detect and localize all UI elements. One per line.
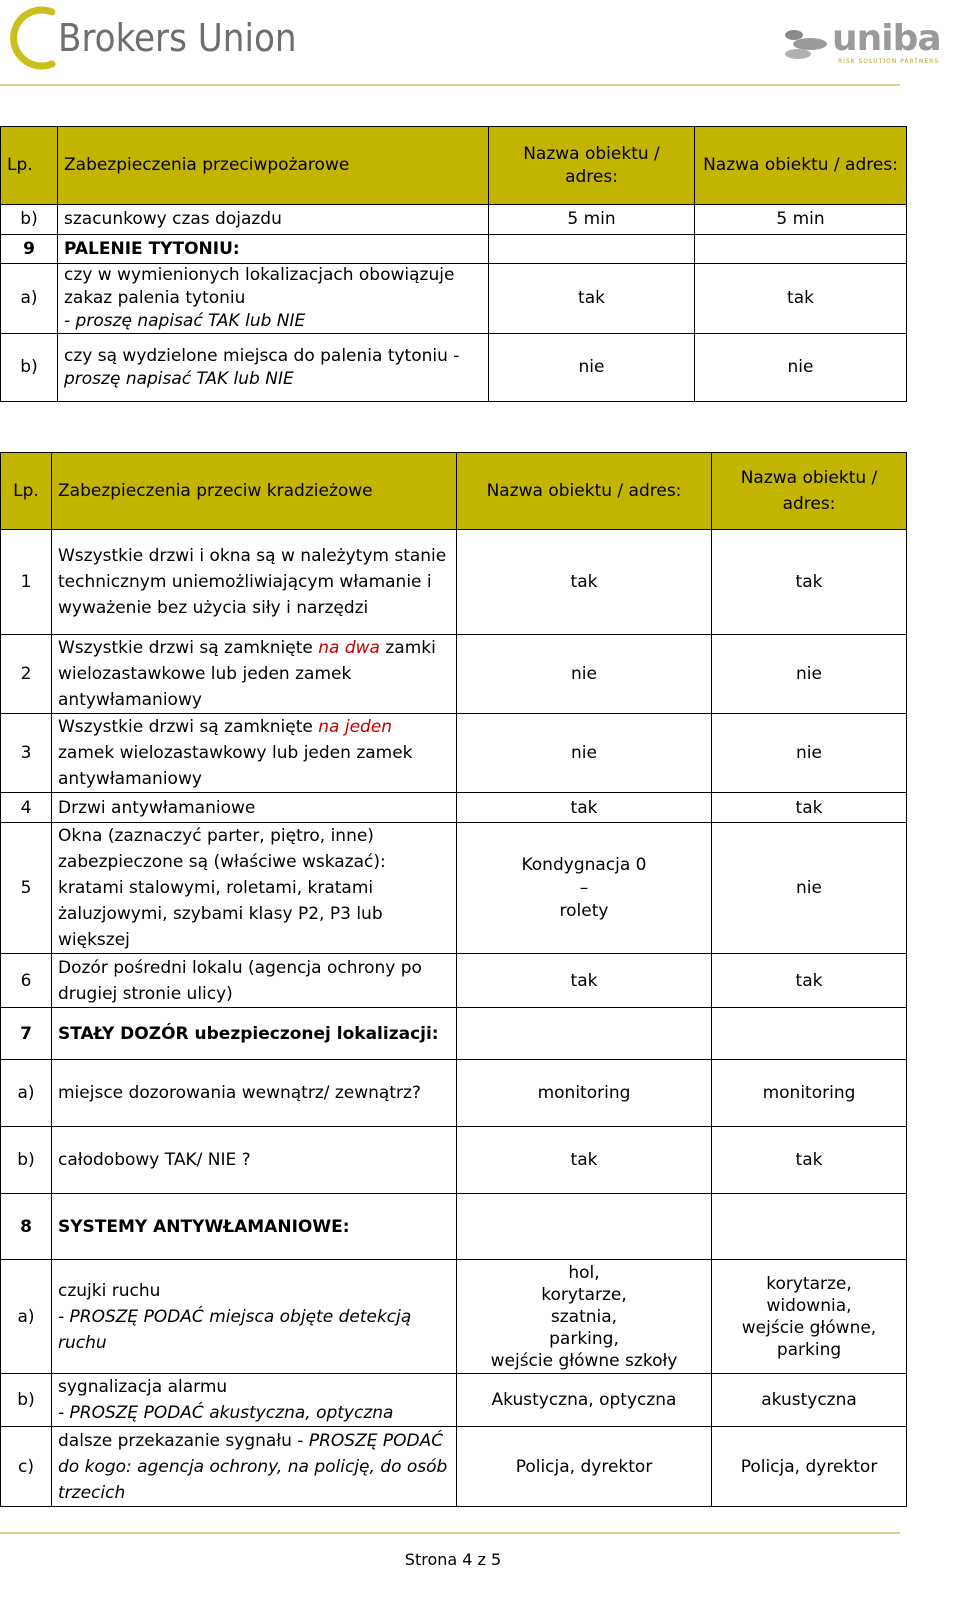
row-value-line: wejście główne, (741, 1317, 877, 1338)
row-description: szacunkowy czas dojazdu (58, 205, 489, 235)
row-value-1: nie (457, 714, 712, 793)
table-row (1, 793, 907, 823)
table-row (1, 235, 907, 264)
row-value-1 (457, 823, 712, 954)
table-row (1, 205, 907, 235)
table-row (1, 530, 907, 635)
row-value-1: monitoring (457, 1060, 712, 1127)
row-value-2: tak (695, 264, 907, 334)
table-row (1, 1374, 907, 1427)
row-value-1: tak (457, 954, 712, 1008)
row-description-text: czujki ruchu (58, 1280, 161, 1301)
row-lp: 7 (1, 1008, 52, 1060)
row-value-2: tak (712, 1127, 907, 1194)
row-lp: 8 (1, 1194, 52, 1260)
table-row (1, 1127, 907, 1194)
row-description-text: czy są wydzielone miejsca do palenia tytoniu - (64, 345, 460, 366)
table-row (1, 954, 907, 1008)
row-value-2: nie (712, 714, 907, 793)
row-lp: 1 (1, 530, 52, 635)
row-lp: 3 (1, 714, 52, 793)
row-lp: a) (1, 1060, 52, 1127)
header-object-2: Nazwa obiektu / adres: (695, 127, 907, 205)
row-description (52, 635, 457, 714)
row-value-1 (457, 1194, 712, 1260)
row-value-2 (712, 1260, 907, 1374)
row-description-hint: - PROSZĘ PODAĆ akustyczna, optyczna (58, 1403, 394, 1423)
row-description-hint: PROSZĘ PODAĆ do kogo: agencja ochrony, na policję, do osób trzecich (58, 1430, 448, 1503)
page-number: Strona 4 z 5 (404, 1550, 502, 1569)
row-description-text: Wszystkie drzwi są zamknięte (58, 717, 319, 737)
row-value-1: tak (457, 1127, 712, 1194)
table-row (1, 1427, 907, 1507)
row-value-1: tak (457, 530, 712, 635)
uniba-wordmark: uniba (832, 18, 941, 59)
table-row (1, 1008, 907, 1060)
row-lp: b) (1, 205, 58, 235)
row-value-2 (695, 235, 907, 264)
row-value-2: nie (695, 334, 907, 402)
row-lp: b) (1, 1374, 52, 1427)
row-description-hint: - proszę napisać TAK lub NIE (64, 311, 306, 331)
row-description (58, 264, 489, 334)
row-description-text: czy w wymienionych lokalizacjach obowiązuje zakaz palenia tytoniu (64, 265, 455, 308)
fire-protection-table (0, 126, 907, 402)
row-lp: a) (1, 1260, 52, 1374)
row-value-1 (489, 235, 695, 264)
header-lp: Lp. (1, 453, 52, 530)
row-value-2 (712, 1194, 907, 1260)
table-row (1, 1194, 907, 1260)
row-description-text: dalsze przekazanie sygnału - (58, 1430, 309, 1451)
header-object-2: Nazwa obiektu / adres: (712, 453, 907, 530)
brokers-union-logo (8, 6, 308, 70)
row-description-hint: proszę napisać TAK lub NIE (64, 368, 294, 389)
row-value-1 (457, 1260, 712, 1374)
row-lp: a) (1, 264, 58, 334)
row-description: Drzwi antywłamaniowe (52, 793, 457, 823)
row-description: SYSTEMY ANTYWŁAMANIOWE: (52, 1194, 457, 1260)
brokers-union-wordmark: Brokers Union (58, 16, 297, 60)
row-lp: c) (1, 1427, 52, 1507)
row-description: Okna (zaznaczyć parter, piętro, inne) zabezpieczone są (właściwe wskazać): kratami stalowymi, roletami, kratami żaluzjowymi, szybami klasy P2, P3 lub większej (52, 823, 457, 954)
row-description-text: Wszystkie drzwi są zamknięte (58, 638, 319, 658)
row-description: Dozór pośredni lokalu (agencja ochrony po drugiej stronie ulicy) (52, 954, 457, 1008)
row-description: Wszystkie drzwi i okna są w należytym stanie technicznym uniemożliwiającym włamanie i wyważenie bez użycia siły i narzędzi (52, 530, 457, 635)
row-value-line: hol, (568, 1262, 600, 1283)
row-description-emphasis: na dwa (318, 638, 380, 658)
row-description (52, 714, 457, 793)
row-description (52, 1260, 457, 1374)
row-lp: 9 (1, 235, 58, 264)
uniba-tagline: RISK SOLUTION PARTNERS (838, 58, 940, 65)
table-row (1, 635, 907, 714)
row-lp: 5 (1, 823, 52, 954)
row-value-2: nie (712, 823, 907, 954)
table-row (1, 1060, 907, 1127)
row-value-line: korytarze, (766, 1273, 852, 1294)
uniba-logo-mark-icon (782, 26, 832, 66)
row-description-hint: - PROSZĘ PODAĆ miejsca objęte detekcją ruchu (58, 1306, 412, 1353)
footer-divider (0, 1532, 900, 1534)
row-lp: 4 (1, 793, 52, 823)
row-lp: b) (1, 334, 58, 402)
page-header (0, 0, 960, 90)
row-description (58, 334, 489, 402)
anti-theft-table (0, 452, 907, 1507)
table-header-row (1, 127, 907, 205)
row-description: PALENIE TYTONIU: (58, 235, 489, 264)
table-header-row (1, 453, 907, 530)
row-value-line: – (579, 877, 589, 898)
row-value-1: tak (489, 264, 695, 334)
row-value-line: korytarze, (541, 1284, 627, 1305)
row-description-text: sygnalizacja alarmu (58, 1377, 228, 1397)
row-lp: b) (1, 1127, 52, 1194)
header-description: Zabezpieczenia przeciw kradzieżowe (52, 453, 457, 530)
row-value-2: tak (712, 954, 907, 1008)
table-row (1, 714, 907, 793)
row-value-2: monitoring (712, 1060, 907, 1127)
row-value-2: Policja, dyrektor (712, 1427, 907, 1507)
row-description: miejsce dozorowania wewnątrz/ zewnątrz? (52, 1060, 457, 1127)
header-divider (0, 84, 900, 86)
row-value-2: tak (712, 793, 907, 823)
row-value-line: parking, (549, 1328, 619, 1349)
row-lp: 2 (1, 635, 52, 714)
table-row (1, 264, 907, 334)
row-value-1: Policja, dyrektor (457, 1427, 712, 1507)
table-row (1, 334, 907, 402)
header-lp: Lp. (1, 127, 58, 205)
row-description-emphasis: na jeden (318, 717, 393, 737)
row-value-line: widownia, (766, 1295, 852, 1316)
row-value-2: nie (712, 635, 907, 714)
header-description: Zabezpieczenia przeciwpożarowe (58, 127, 489, 205)
row-value-line: rolety (559, 900, 609, 921)
row-value-1: nie (489, 334, 695, 402)
row-value-2: akustyczna (712, 1374, 907, 1427)
row-value-line: Kondygnacja 0 (521, 854, 647, 875)
row-value-2: tak (712, 530, 907, 635)
row-description: całodobowy TAK/ NIE ? (52, 1127, 457, 1194)
row-value-line: wejście główne szkoły (490, 1350, 678, 1371)
table-row (1, 1260, 907, 1374)
row-value-2: 5 min (695, 205, 907, 235)
row-description-text-end: zamek wielozastawkowy lub jeden zamek antywłamaniowy (58, 743, 413, 789)
row-value-1: Akustyczna, optyczna (457, 1374, 712, 1427)
uniba-logo (782, 18, 952, 72)
row-value-line: parking (776, 1339, 842, 1360)
row-description (52, 1427, 457, 1507)
table-row (1, 823, 907, 954)
header-object-1: Nazwa obiektu / adres: (489, 127, 695, 205)
row-value-1: tak (457, 793, 712, 823)
row-value-1: 5 min (489, 205, 695, 235)
row-description: STAŁY DOZÓR ubezpieczonej lokalizacji: (52, 1008, 457, 1060)
row-value-1: nie (457, 635, 712, 714)
row-lp: 6 (1, 954, 52, 1008)
row-value-2 (712, 1008, 907, 1060)
row-description-text-end: zamki wielozastawkowe lub jeden zamek antywłamaniowy (58, 638, 436, 710)
row-description (52, 1374, 457, 1427)
row-value-1 (457, 1008, 712, 1060)
header-object-1: Nazwa obiektu / adres: (457, 453, 712, 530)
row-value-line: szatnia, (550, 1306, 618, 1327)
